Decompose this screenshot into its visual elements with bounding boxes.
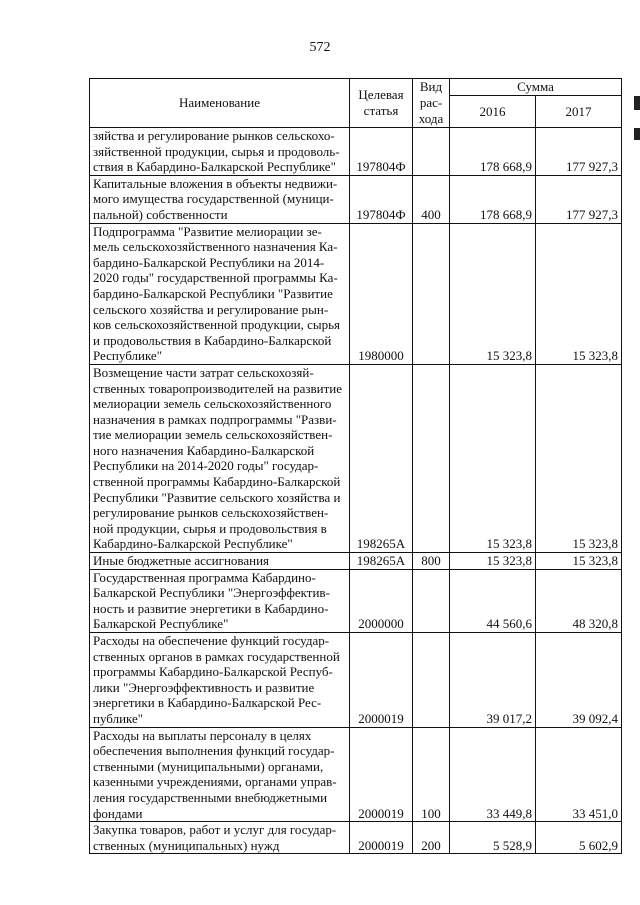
row-code: 198265А bbox=[350, 553, 413, 570]
row-code: 2000000 bbox=[350, 569, 413, 632]
row-expense-type bbox=[413, 569, 450, 632]
row-name-line: зяйственной продукции, сырья и продоволь- bbox=[93, 143, 340, 159]
row-code: 197804Ф bbox=[350, 175, 413, 223]
row-expense-type bbox=[413, 633, 450, 728]
row-name-line: программы Кабардино-Балкарской Респуб- bbox=[93, 664, 333, 680]
row-name-line: Республики на 2014-2020 годы" государ- bbox=[93, 458, 319, 474]
row-name-line: ствия в Кабардино-Балкарской Республике" bbox=[93, 159, 336, 175]
table-row bbox=[90, 223, 622, 364]
row-name-line: 2020 годы" государственной программы Ка- bbox=[93, 270, 338, 286]
row-name bbox=[90, 175, 350, 223]
row-name bbox=[90, 633, 350, 728]
row-name-line: бардино-Балкарской Республики "Развитие bbox=[93, 285, 333, 301]
row-code: 2000019 bbox=[350, 822, 413, 854]
row-expense-type: 800 bbox=[413, 553, 450, 570]
row-sum-2016: 15 323,8 bbox=[450, 553, 536, 570]
row-name-line: Кабардино-Балкарской Республике" bbox=[93, 536, 293, 552]
budget-table bbox=[89, 78, 622, 854]
row-name-line: ственной программы Кабардино-Балкарской bbox=[93, 474, 341, 490]
row-sum-2017: 177 927,3 bbox=[536, 128, 622, 176]
row-name-line: мель сельскохозяйственного назначения Ка- bbox=[93, 239, 338, 255]
row-name-line: Государственная программа Кабардино- bbox=[93, 569, 316, 585]
row-name-line: ного назначения Кабардино-Балкарской bbox=[93, 442, 315, 458]
row-sum-2017: 33 451,0 bbox=[536, 727, 622, 822]
table-row bbox=[90, 569, 622, 632]
row-name-line: ления государственными внебюджетными bbox=[93, 789, 328, 805]
row-name-line: Республике" bbox=[93, 348, 163, 364]
scan-edge-mark bbox=[634, 128, 640, 140]
row-name-line: сельского хозяйства и регулирование рын- bbox=[93, 301, 329, 317]
row-expense-type bbox=[413, 364, 450, 552]
row-name-line: и продовольствия в Кабардино-Балкарской bbox=[93, 332, 332, 348]
row-name bbox=[90, 727, 350, 822]
row-sum-2017: 177 927,3 bbox=[536, 175, 622, 223]
row-name-line: мого имущества государственной (муници- bbox=[93, 191, 334, 207]
row-name-line: публике" bbox=[93, 710, 144, 726]
header-sum: Сумма bbox=[450, 79, 622, 96]
header-year-2016: 2016 bbox=[450, 96, 536, 128]
row-name bbox=[90, 553, 350, 570]
row-sum-2017: 48 320,8 bbox=[536, 569, 622, 632]
row-sum-2016: 15 323,8 bbox=[450, 223, 536, 364]
header-vid-line1: Вид bbox=[419, 79, 443, 94]
header-target bbox=[350, 79, 413, 128]
row-name-line: Капитальные вложения в объекты недвижи- bbox=[93, 175, 338, 191]
table-row bbox=[90, 727, 622, 822]
row-name-line: Расходы на выплаты персоналу в целях bbox=[93, 727, 312, 743]
row-name-line: Республики "Развитие сельского хозяйства и bbox=[93, 489, 341, 505]
row-name-line: Балкарской Республике" bbox=[93, 616, 229, 632]
row-name bbox=[90, 128, 350, 176]
row-code: 1980000 bbox=[350, 223, 413, 364]
row-name-line: Закупка товаров, работ и услуг для государ- bbox=[93, 822, 337, 838]
row-name-line: пальной) собственности bbox=[93, 206, 228, 222]
row-name-line: Подпрограмма "Развитие мелиорации зе- bbox=[93, 223, 322, 239]
header-vid-line2: рас- bbox=[419, 95, 443, 110]
row-sum-2016: 178 668,9 bbox=[450, 175, 536, 223]
row-sum-2016: 33 449,8 bbox=[450, 727, 536, 822]
row-name-line: обеспечения выполнения функций государ- bbox=[93, 743, 335, 759]
scan-edge-mark bbox=[634, 96, 640, 110]
row-expense-type: 200 bbox=[413, 822, 450, 854]
row-name-line: назначения в рамках подпрограммы "Разви- bbox=[93, 411, 337, 427]
row-code: 2000019 bbox=[350, 633, 413, 728]
row-name bbox=[90, 822, 350, 854]
row-name-line: Расходы на обеспечение функций государ- bbox=[93, 633, 330, 648]
table-row bbox=[90, 364, 622, 552]
row-name-line: ственных органов в рамках государственной bbox=[93, 648, 340, 664]
row-sum-2017: 15 323,8 bbox=[536, 553, 622, 570]
row-code: 197804Ф bbox=[350, 128, 413, 176]
row-sum-2016: 39 017,2 bbox=[450, 633, 536, 728]
row-name-line: мелиорации земель сельскохозяйственного bbox=[93, 396, 332, 412]
row-name-line: регулирование рынков сельскохозяйствен- bbox=[93, 505, 329, 521]
row-sum-2017: 39 092,4 bbox=[536, 633, 622, 728]
row-name-line: тие мелиорации земель сельскохозяйствен- bbox=[93, 427, 333, 443]
table-row bbox=[90, 553, 622, 570]
row-name-line: лики "Энергоэффективность и развитие bbox=[93, 679, 315, 695]
row-sum-2016: 5 528,9 bbox=[450, 822, 536, 854]
row-name-line: Балкарской Республики "Энергоэффектив- bbox=[93, 585, 330, 601]
row-name bbox=[90, 223, 350, 364]
row-name-line: ков сельскохозяйственной продукции, сырья bbox=[93, 317, 341, 333]
row-name-line: казенными учреждениями, органами управ- bbox=[93, 774, 337, 790]
row-code: 198265А bbox=[350, 364, 413, 552]
row-name-line: Возмещение части затрат сельскохозяй- bbox=[93, 364, 314, 380]
row-name-line: бардино-Балкарской Республики на 2014- bbox=[93, 254, 325, 270]
row-sum-2017: 15 323,8 bbox=[536, 223, 622, 364]
row-name bbox=[90, 364, 350, 552]
header-name: Наименование bbox=[90, 79, 350, 128]
row-name-line: ность и развитие энергетики в Кабардино- bbox=[93, 600, 329, 616]
row-sum-2016: 44 560,6 bbox=[450, 569, 536, 632]
row-expense-type: 400 bbox=[413, 175, 450, 223]
row-expense-type: 100 bbox=[413, 727, 450, 822]
row-sum-2017: 5 602,9 bbox=[536, 822, 622, 854]
row-name-line: Иные бюджетные ассигнования bbox=[93, 553, 270, 569]
header-target-line2: статья bbox=[363, 103, 399, 118]
table-row bbox=[90, 175, 622, 223]
row-name bbox=[90, 569, 350, 632]
row-name-line: зяйства и регулирование рынков сельскохо- bbox=[93, 128, 335, 143]
row-name-line: ственными (муниципальными) органами, bbox=[93, 758, 324, 774]
row-sum-2016: 178 668,9 bbox=[450, 128, 536, 176]
row-name-line: ной продукции, сырья и продовольствия в bbox=[93, 520, 327, 536]
row-expense-type bbox=[413, 223, 450, 364]
table-row bbox=[90, 128, 622, 176]
header-year-2017: 2017 bbox=[536, 96, 622, 128]
table-row bbox=[90, 822, 622, 854]
row-name-line: энергетики в Кабардино-Балкарской Рес- bbox=[93, 695, 322, 711]
row-name-line: ственных товаропроизводителей на развитие bbox=[93, 380, 343, 396]
header-target-line1: Целевая bbox=[358, 87, 404, 102]
row-sum-2017: 15 323,8 bbox=[536, 364, 622, 552]
row-name-line: ственных (муниципальных) нужд bbox=[93, 837, 280, 853]
row-name-line: фондами bbox=[93, 805, 143, 821]
row-sum-2016: 15 323,8 bbox=[450, 364, 536, 552]
header-vid bbox=[413, 79, 450, 128]
row-expense-type bbox=[413, 128, 450, 176]
page-number: 572 bbox=[309, 40, 331, 55]
header-vid-line3: хода bbox=[418, 111, 444, 126]
row-code: 2000019 bbox=[350, 727, 413, 822]
table-row bbox=[90, 633, 622, 728]
